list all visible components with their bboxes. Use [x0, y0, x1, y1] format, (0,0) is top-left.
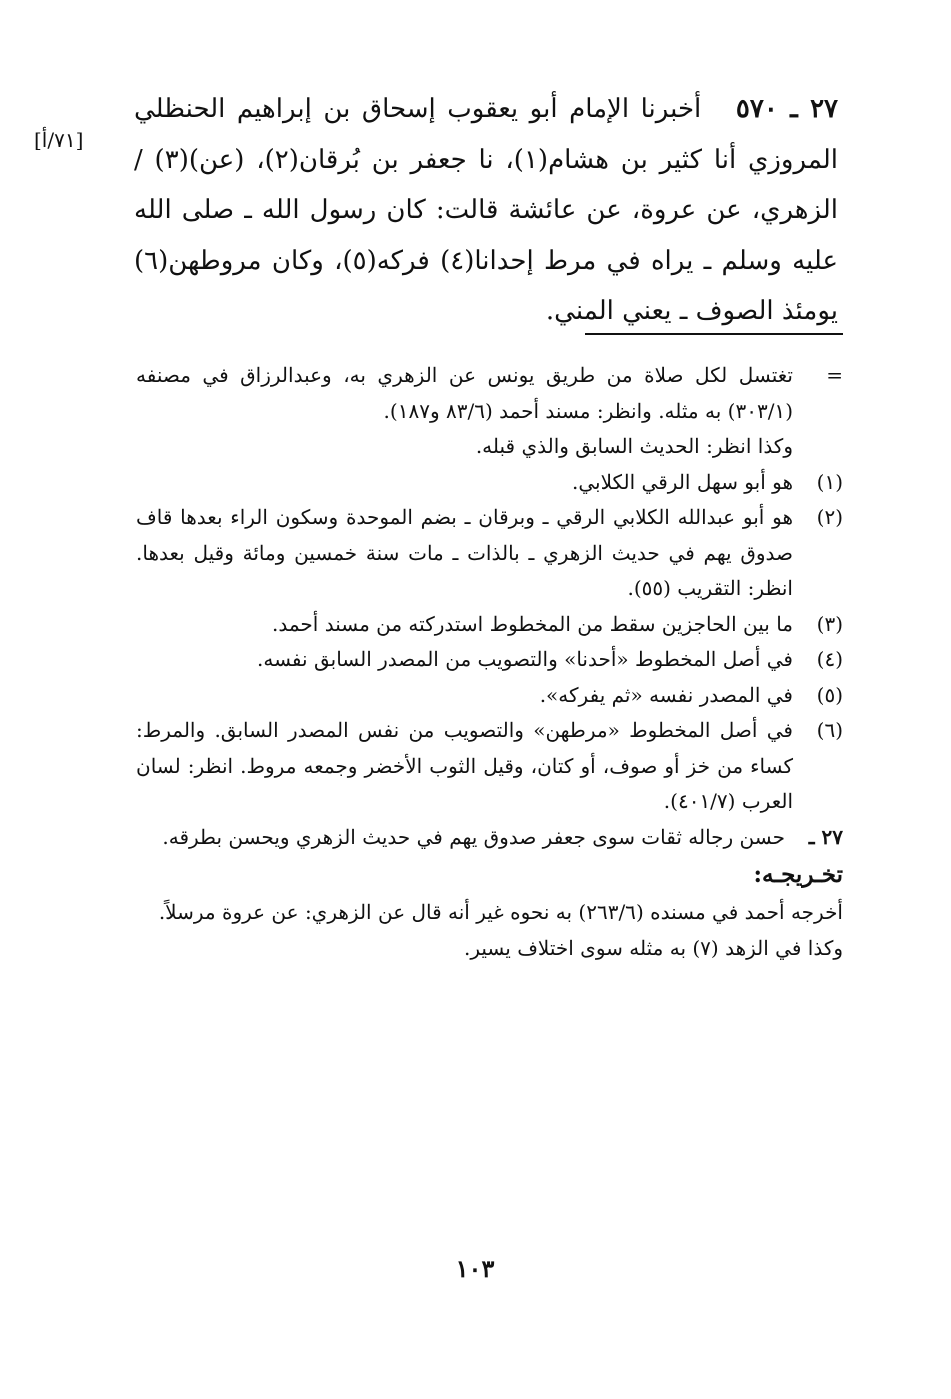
hadith-grade — [136, 820, 843, 856]
footnote-mark: (٥) — [816, 682, 843, 707]
manuscript-folio-reference: [٧١/أ] — [34, 128, 84, 152]
footnote-item — [136, 607, 843, 643]
footnote-text: هو أبو سهل الرقي الكلابي. — [571, 469, 793, 494]
footnote-mark: (٢) — [816, 505, 843, 529]
footnote-continuation — [136, 358, 843, 429]
grade-text: حسن رجاله ثقات سوى جعفر صدوق يهم في حديث الزهري ويحسن بطرقه. — [162, 824, 785, 849]
footnote-text: في أصل المخطوط «مرطهن» والتصويب من نفس المصدر السابق. والمرط: كساء من خز أو صوف، أو كتان، وقيل الثوب الأخضر وجمعه مروط. انظر: لسان العرب (٤٠١/٧). — [136, 718, 793, 813]
footnote-item — [136, 713, 843, 820]
footnote-mark: (٣) — [816, 611, 843, 636]
footnotes-section — [136, 358, 843, 966]
takhrij-paragraph-1: أخرجه أحمد في مسنده (٢٦٣/٦) به نحوه غير أنه قال عن الزهري: عن عروة مرسلاً. — [158, 900, 843, 924]
hadith-text-block — [134, 84, 838, 337]
continuation-text-2: وكذا انظر: الحديث السابق والذي قبله. — [475, 434, 793, 458]
footnote-mark: (٤) — [816, 647, 843, 671]
continuation-mark: = — [826, 363, 843, 387]
page-number: ١٠٣ — [455, 1254, 495, 1283]
hadith-body: أخبرنا الإمام أبو يعقوب إسحاق بن إبراهيم الحنظلي المروزي أنا كثير بن هشام(١)، نا جعفر بن بُرقان(٢)، (عن)(٣) / الزهري، عن عروة، عن عائشة قالت: كان رسول الله ـ صلى الله عليه وسلم ـ يراه في مرط إحدانا(٤) فركه(٥)، وكان مروطهن(٦) يومئذ الصوف ـ يعني المني. — [134, 94, 839, 326]
footnote-mark: (٦) — [816, 718, 843, 742]
footnote-text: في المصدر نفسه «ثم يفركه». — [539, 682, 793, 707]
footnote-mark: (١) — [816, 469, 843, 494]
footnote-item — [136, 465, 843, 501]
takhrij-paragraph-2: وكذا في الزهد (٧) به مثله سوى اختلاف يسير. — [464, 935, 843, 960]
footnote-text: هو أبو عبدالله الكلابي الرقي ـ وبرقان ـ بضم الموحدة وسكون الراء بعدها قاف صدوق يهم في حديث الزهري ـ بالذات ـ مات سنة خمسين ومائة وقيل بعدها. انظر: التقريب (٥٥). — [136, 505, 794, 600]
footnote-divider — [585, 333, 843, 335]
footnote-item — [136, 500, 843, 607]
footnote-item — [136, 642, 843, 678]
footnote-item — [136, 678, 843, 714]
takhrij-heading: تخـريجـه: — [753, 861, 843, 888]
hadith-number: ٢٧ ـ ٥٧٠ — [735, 94, 839, 124]
continuation-text: تغتسل لكل صلاة من طريق يونس عن الزهري به، وعبدالرزاق في مصنفه (٣٠٣/١) به مثله. وانظر: مسند أحمد (٨٣/٦ و١٨٧). — [136, 363, 793, 423]
footnote-text: ما بين الحاجزين سقط من المخطوط استدركته من مسند أحمد. — [272, 611, 793, 636]
footnote-text: في أصل المخطوط «أحدنا» والتصويب من المصدر السابق نفسه. — [257, 647, 793, 671]
grade-mark: ٢٧ ـ — [808, 824, 843, 849]
